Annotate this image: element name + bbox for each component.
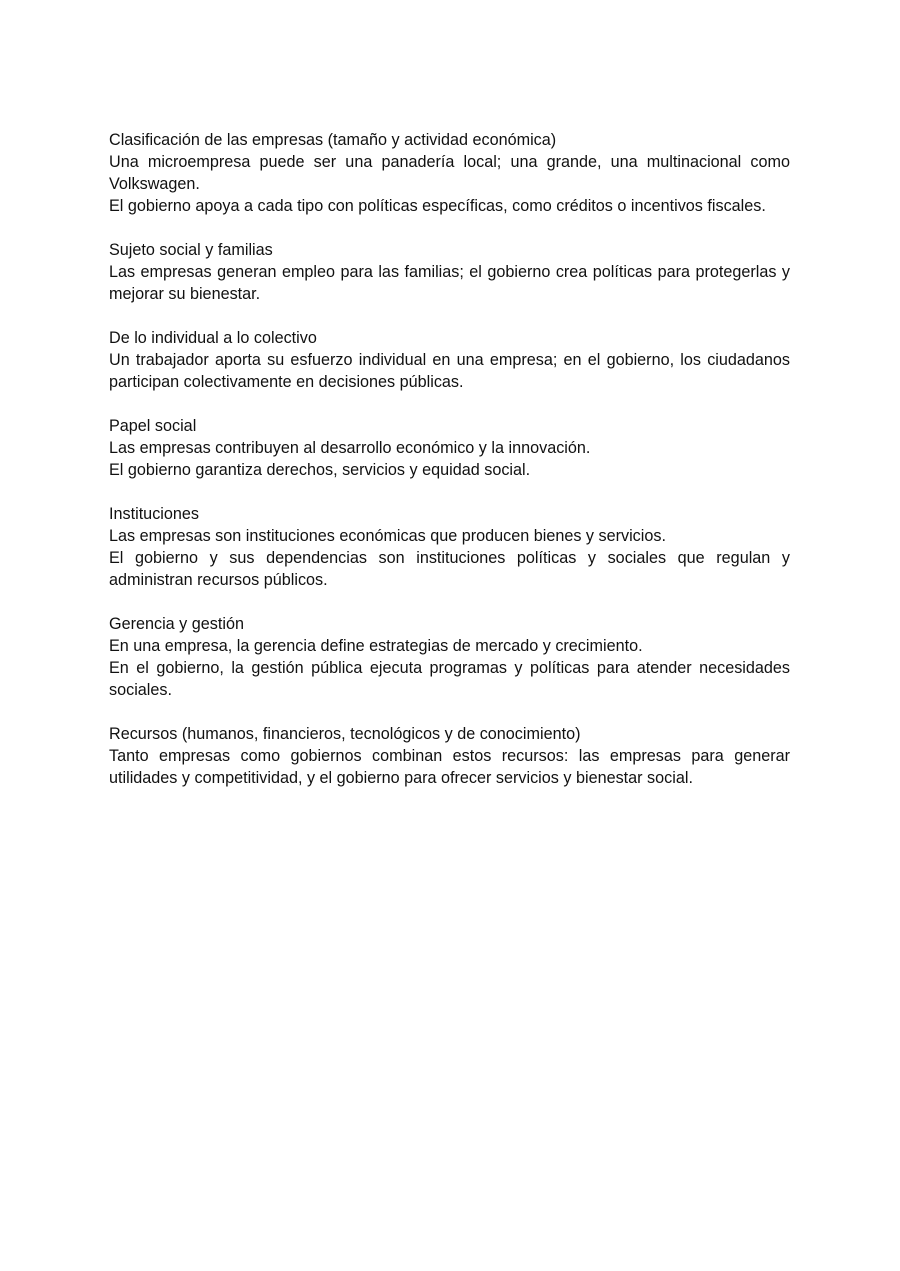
section-paragraph: El gobierno apoya a cada tipo con políticas específicas, como créditos o incentivos fiscales. xyxy=(109,197,766,215)
section-paragraph: Un trabajador aporta su esfuerzo individual en una empresa; en el gobierno, los ciudadanos participan colectivamente en decisiones públicas. xyxy=(109,351,790,391)
section-paragraph: En el gobierno, la gestión pública ejecuta programas y políticas para atender necesidades sociales. xyxy=(109,659,790,699)
section-paragraph: Las empresas son instituciones económicas que producen bienes y servicios. xyxy=(109,527,666,545)
section-paragraph: Una microempresa puede ser una panadería local; una grande, una multinacional como Volkswagen. xyxy=(109,153,790,193)
section-heading: Recursos (humanos, financieros, tecnológicos y de conocimiento) xyxy=(109,725,581,743)
section-heading: Clasificación de las empresas (tamaño y actividad económica) xyxy=(109,131,557,149)
section-individual-colectivo xyxy=(109,327,790,393)
section-heading: Sujeto social y familias xyxy=(109,241,273,259)
section-paragraph: En una empresa, la gerencia define estrategias de mercado y crecimiento. xyxy=(109,637,643,655)
section-sujeto-social xyxy=(109,239,790,305)
section-paragraph: El gobierno y sus dependencias son instituciones políticas y sociales que regulan y administran recursos públicos. xyxy=(109,549,790,589)
section-clasificacion xyxy=(109,129,790,217)
section-heading: De lo individual a lo colectivo xyxy=(109,329,317,347)
section-heading: Papel social xyxy=(109,417,197,435)
section-gerencia-gestion xyxy=(109,613,790,701)
section-paragraph: Las empresas contribuyen al desarrollo económico y la innovación. xyxy=(109,439,591,457)
section-heading: Gerencia y gestión xyxy=(109,615,244,633)
section-recursos xyxy=(109,723,790,789)
section-heading: Instituciones xyxy=(109,505,199,523)
section-paragraph: Las empresas generan empleo para las familias; el gobierno crea políticas para protegerlas y mejorar su bienestar. xyxy=(109,263,790,303)
section-instituciones xyxy=(109,503,790,591)
section-paragraph: Tanto empresas como gobiernos combinan estos recursos: las empresas para generar utilidades y competitividad, y el gobierno para ofrecer servicios y bienestar social. xyxy=(109,747,790,787)
document-body xyxy=(109,129,790,811)
section-paragraph: El gobierno garantiza derechos, servicios y equidad social. xyxy=(109,461,531,479)
section-papel-social xyxy=(109,415,790,481)
